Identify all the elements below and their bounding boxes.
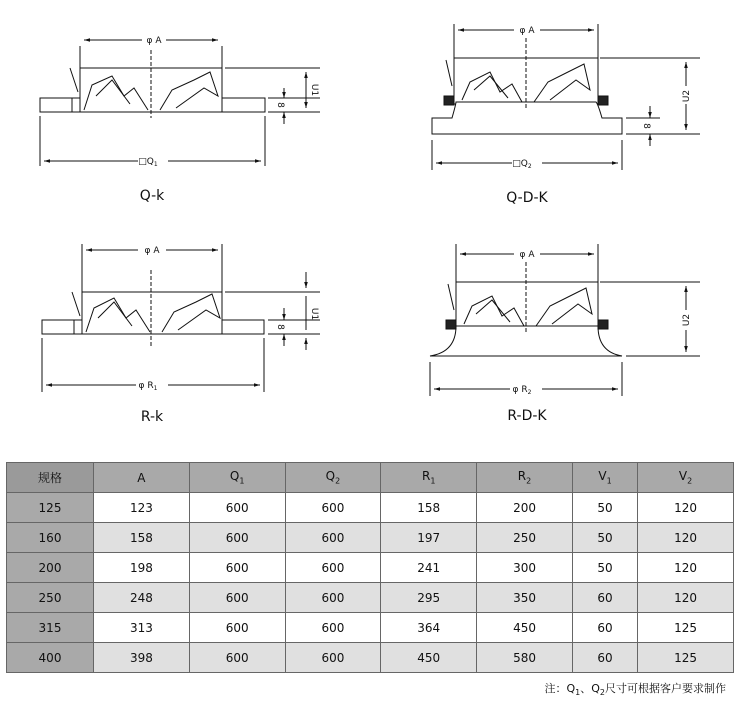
q-d-k-dim-u: U2 <box>682 89 692 103</box>
table-row <box>7 643 734 673</box>
r-k-dim-u: U1 <box>309 307 319 321</box>
table-cell: 60 <box>572 643 637 673</box>
table-row <box>7 493 734 523</box>
table-row <box>7 613 734 643</box>
table-cell: 50 <box>572 553 637 583</box>
table-cell: 600 <box>285 643 381 673</box>
table-cell: 600 <box>189 613 285 643</box>
spec-header-row <box>7 463 734 493</box>
col-header: $R_1$ <box>381 463 477 493</box>
table-cell: 241 <box>381 553 477 583</box>
row-spec: 160 <box>7 523 94 553</box>
table-cell: 600 <box>189 583 285 613</box>
caption-q-d-k: Q-D-K <box>506 190 548 206</box>
table-cell: 450 <box>381 643 477 673</box>
table-cell: 125 <box>638 613 734 643</box>
table-row <box>7 553 734 583</box>
table-cell: 580 <box>477 643 573 673</box>
table-cell: 600 <box>285 493 381 523</box>
table-cell: 300 <box>477 553 573 583</box>
col-header: $Q_2$ <box>285 463 381 493</box>
caption-r-d-k: R-D-K <box>507 408 547 424</box>
row-spec: 250 <box>7 583 94 613</box>
table-cell: 123 <box>94 493 190 523</box>
table-cell: 198 <box>94 553 190 583</box>
table-cell: 398 <box>94 643 190 673</box>
table-cell: 50 <box>572 523 637 553</box>
table-cell: 60 <box>572 583 637 613</box>
r-d-k-dim-u: U2 <box>682 313 692 327</box>
caption-r-k: R-k <box>140 409 164 425</box>
table-cell: 600 <box>189 553 285 583</box>
row-spec: 125 <box>7 493 94 523</box>
table-cell: 250 <box>477 523 573 553</box>
row-spec: 315 <box>7 613 94 643</box>
table-cell: 600 <box>189 493 285 523</box>
table-cell: 158 <box>94 523 190 553</box>
table-cell: 600 <box>285 613 381 643</box>
table-cell: 120 <box>638 493 734 523</box>
table-cell: 295 <box>381 583 477 613</box>
q-d-k-dim-8: 8 <box>641 123 651 129</box>
r-d-k-dim-r: φ $R_2$ <box>512 385 532 396</box>
table-cell: 120 <box>638 583 734 613</box>
col-header: A <box>94 463 190 493</box>
q-k-dim-q: $□Q_1$ <box>138 157 158 168</box>
drawing-q-d-k <box>432 24 700 170</box>
r-k-dim-8: 8 <box>275 324 285 330</box>
table-cell: 248 <box>94 583 190 613</box>
table-cell: 450 <box>477 613 573 643</box>
col-header: $Q_1$ <box>189 463 285 493</box>
r-d-k-dim-a: φ A <box>519 250 535 260</box>
row-spec: 400 <box>7 643 94 673</box>
table-cell: 350 <box>477 583 573 613</box>
table-cell: 50 <box>572 493 637 523</box>
table-cell: 120 <box>638 553 734 583</box>
col-header: $R_2$ <box>477 463 573 493</box>
table-cell: 120 <box>638 523 734 553</box>
table-cell: 600 <box>285 583 381 613</box>
spec-table <box>6 462 734 673</box>
caption-q-k: Q-k <box>139 188 165 204</box>
col-header: $V_1$ <box>572 463 637 493</box>
table-cell: 200 <box>477 493 573 523</box>
drawing-r-d-k <box>430 244 700 396</box>
table-cell: 197 <box>381 523 477 553</box>
r-k-dim-a: φ A <box>144 246 160 256</box>
q-k-dim-8: 8 <box>275 102 285 108</box>
table-cell: 125 <box>638 643 734 673</box>
table-row <box>7 523 734 553</box>
drawing-r-k <box>42 244 320 392</box>
table-cell: 600 <box>285 553 381 583</box>
table-cell: 600 <box>285 523 381 553</box>
q-k-dim-u: U1 <box>309 83 319 97</box>
row-spec: 200 <box>7 553 94 583</box>
table-cell: 600 <box>189 643 285 673</box>
q-d-k-dim-a: φ A <box>519 26 535 36</box>
table-cell: 60 <box>572 613 637 643</box>
table-cell: 600 <box>189 523 285 553</box>
col-header: $V_2$ <box>638 463 734 493</box>
table-cell: 158 <box>381 493 477 523</box>
q-k-dim-a: φ A <box>146 36 162 46</box>
table-row <box>7 583 734 613</box>
q-d-k-dim-q: $□Q_2$ <box>512 159 532 170</box>
table-cell: 364 <box>381 613 477 643</box>
footnote: 注：$Q_1$、$Q_2$尺寸可根据客户要求制作 <box>544 682 726 698</box>
r-k-dim-r: φ $R_1$ <box>138 381 158 392</box>
col-header: 规格 <box>7 463 94 493</box>
table-cell: 313 <box>94 613 190 643</box>
